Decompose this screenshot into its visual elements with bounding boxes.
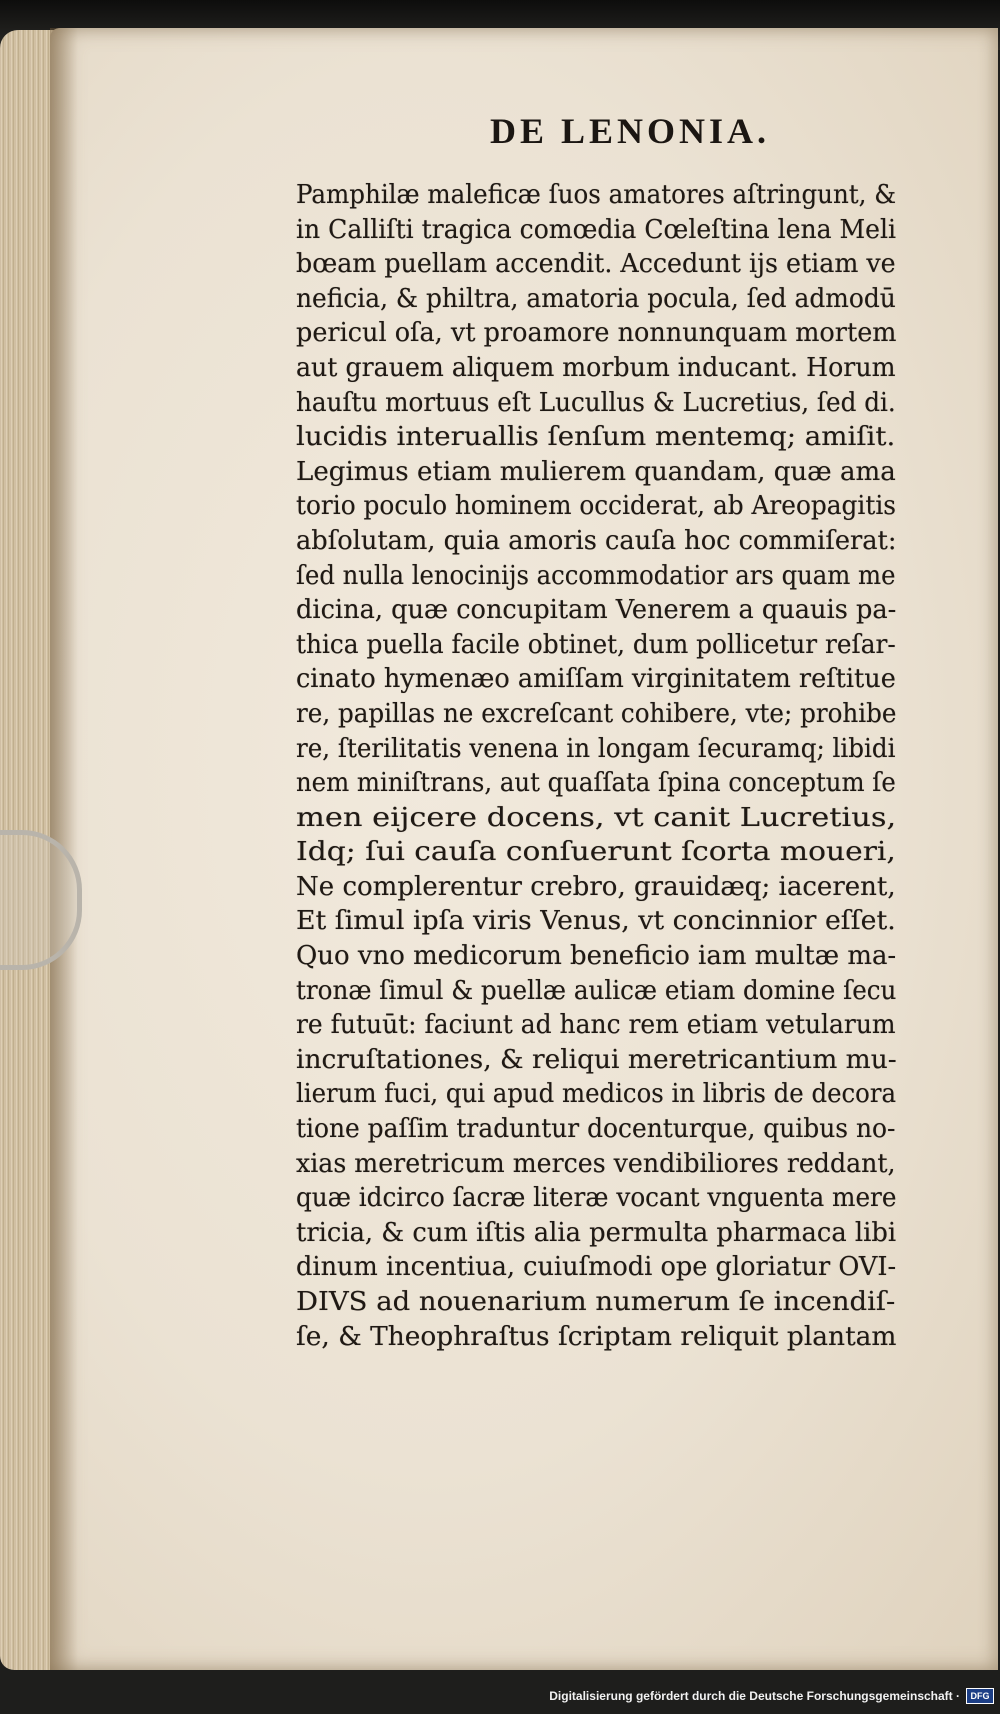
text-line: DIVS ad nouenarium numerum ſe incendiſ- bbox=[296, 1286, 896, 1317]
text-line: hauſtu mortuus eſt Lucullus & Lucretius, ſed di. bbox=[296, 386, 896, 418]
text-line: Ne complerentur crebro, grauidæq; iacerent, bbox=[296, 870, 896, 902]
text-line: cinato hymenæo amiſſam virginitatem reſtitue bbox=[296, 663, 896, 695]
text-line: lucidis interuallis ſenſum mentemq; amiſit. bbox=[296, 421, 896, 453]
dfg-logo-icon: DFG bbox=[966, 1688, 994, 1704]
text-line: thica puella facile obtinet, dum pollicetur reſar- bbox=[296, 628, 896, 660]
text-line: re, ſterilitatis venena in longam ſecuramq; libidi bbox=[296, 732, 896, 764]
text-line: abſolutam, quia amoris cauſa hoc commiſerat: bbox=[296, 524, 897, 556]
body-text bbox=[296, 178, 996, 1354]
text-line: Legimus etiam mulierem quandam, quæ ama bbox=[296, 455, 896, 487]
credit-text: Digitalisierung gefördert durch die Deutsche Forschungsgemeinschaft · bbox=[549, 1689, 960, 1703]
text-line: neficia, & philtra, amatoria pocula, ſed admodū bbox=[296, 282, 896, 314]
text-line: bœam puellam accendit. Accedunt ijs etiam ve bbox=[296, 248, 896, 280]
text-line: aut grauem aliquem morbum inducant. Horum bbox=[296, 351, 896, 383]
running-head: DE LENONIA. bbox=[490, 111, 771, 151]
text-line: ſed nulla lenocinijs accommodatior ars quam me bbox=[296, 559, 896, 591]
text-line: dicina, quæ concupitam Venerem a quauis pa- bbox=[296, 594, 897, 626]
text-line: Idq; ſui cauſa conſuerunt ſcorta moueri, bbox=[296, 836, 896, 868]
text-line: ſe, & Theophraſtus ſcriptam reliquit plantam bbox=[296, 1320, 897, 1352]
text-line: quæ idcirco ſacræ literæ vocant vnguenta mere bbox=[296, 1182, 897, 1214]
text-line: re futuūt: faciunt ad hanc rem etiam vetularum bbox=[296, 1009, 896, 1041]
text-line: re, papillas ne excreſcant cohibere, vte; prohibe bbox=[296, 697, 897, 729]
text-line: nem miniſtrans, aut quaſſata ſpina conceptum ſe bbox=[296, 767, 896, 799]
text-line: in Calliſti tragica comœdia Cœleſtina lena Meli bbox=[296, 213, 897, 245]
text-line: men eijcere docens, vt canit Lucretius, bbox=[296, 801, 897, 833]
text-line: pericul oſa, vt proamore nonnunquam mortem bbox=[296, 317, 897, 349]
text-line: torio poculo hominem occiderat, ab Areopagitis bbox=[296, 490, 896, 522]
text-line: xias meretricum merces vendibiliores reddant, bbox=[296, 1147, 896, 1179]
text-line: Quo vno medicorum beneficio iam multæ ma- bbox=[296, 940, 897, 972]
digitization-credit bbox=[549, 1688, 994, 1704]
text-line: Pamphilæ maleficæ ſuos amatores aſtringunt, & bbox=[296, 179, 897, 210]
text-line: tione paſſim traduntur docenturque, quibus no- bbox=[296, 1113, 896, 1145]
text-line: tricia, & cum iſtis alia permulta pharmaca libi bbox=[296, 1216, 897, 1248]
text-line: Et ſimul ipſa viris Venus, vt concinnior eſſet. bbox=[296, 905, 896, 937]
text-line: dinum incentiua, cuiuſmodi ope gloriatur OVI- bbox=[296, 1251, 897, 1283]
text-line: tronæ ſimul & puellæ aulicæ etiam domine ſecu bbox=[296, 974, 897, 1006]
text-line: incruſtationes, & reliqui meretricantium mu- bbox=[296, 1043, 897, 1075]
text-line: lierum fuci, qui apud medicos in libris de decora bbox=[296, 1078, 897, 1110]
